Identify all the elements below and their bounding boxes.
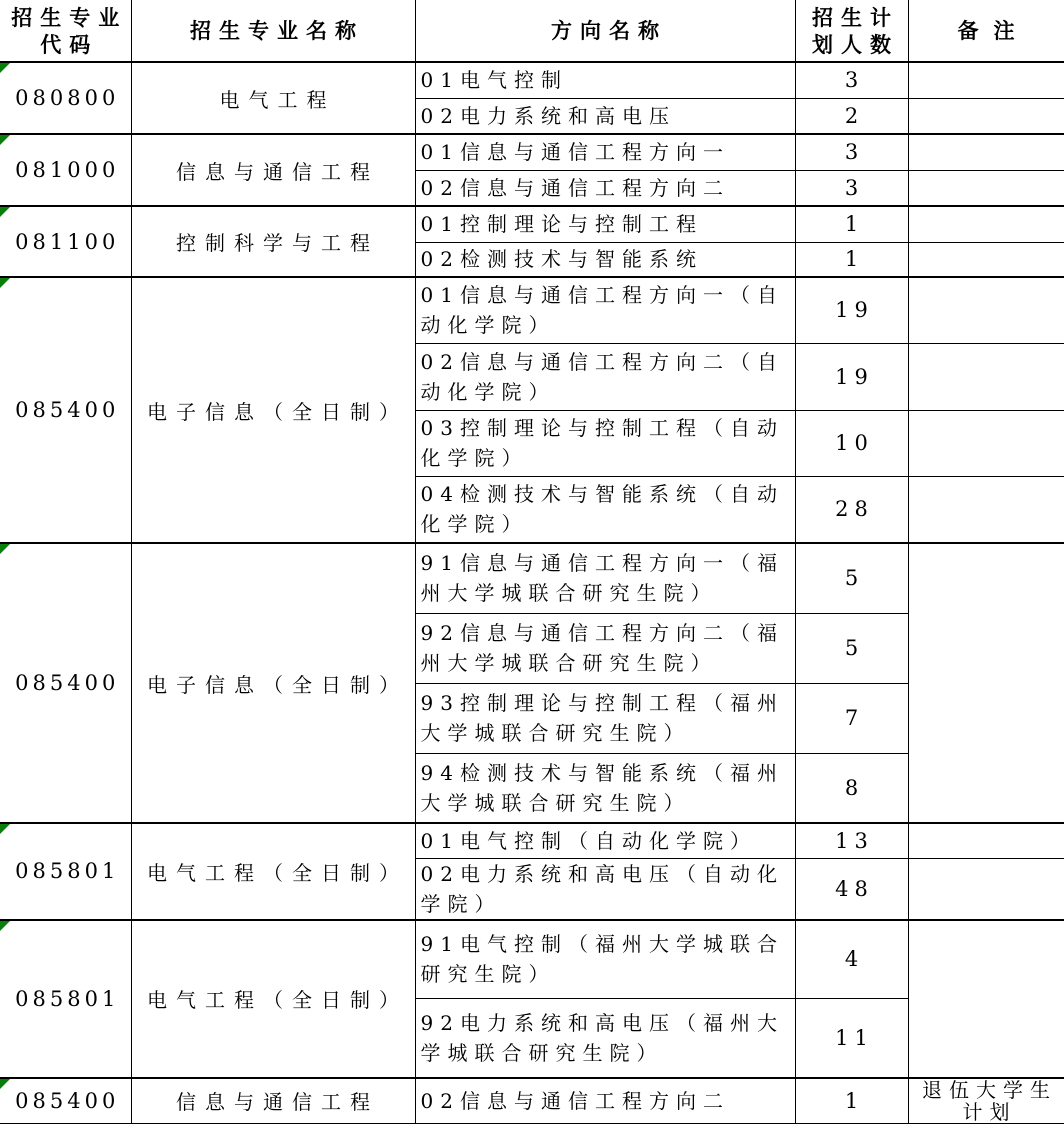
column-header-major-name: 招生专业名称	[131, 0, 415, 62]
column-header-code: 招生专业代码	[0, 0, 131, 62]
direction-cell: 02电力系统和高电压	[415, 98, 795, 134]
count-cell: 1	[795, 1078, 908, 1124]
count-cell: 19	[795, 343, 908, 410]
count-cell: 19	[795, 277, 908, 343]
count-cell: 5	[795, 543, 908, 613]
major-name-cell: 电气工程（全日制）	[131, 920, 415, 1078]
table-row	[0, 134, 1064, 170]
green-triangle-icon	[0, 824, 10, 834]
code-text: 085801	[15, 859, 120, 884]
table-row	[0, 62, 1064, 98]
remark-cell	[908, 343, 1064, 410]
remark-cell	[908, 134, 1064, 170]
remark-cell	[908, 170, 1064, 206]
direction-cell: 04检测技术与智能系统（自动化学院）	[415, 476, 795, 543]
code-cell	[0, 62, 131, 134]
count-cell: 5	[795, 613, 908, 683]
direction-cell: 91电气控制（福州大学城联合研究生院）	[415, 920, 795, 999]
remark-cell	[908, 858, 1064, 920]
direction-cell: 01信息与通信工程方向一	[415, 134, 795, 170]
table-row	[0, 543, 1064, 613]
remark-cell	[908, 476, 1064, 543]
count-cell: 48	[795, 858, 908, 920]
table-row	[0, 920, 1064, 999]
code-cell	[0, 277, 131, 543]
count-cell: 11	[795, 999, 908, 1078]
direction-cell: 94检测技术与智能系统（福州大学城联合研究生院）	[415, 753, 795, 823]
code-text: 085801	[15, 986, 120, 1011]
count-cell: 3	[795, 170, 908, 206]
table-row	[0, 823, 1064, 858]
direction-cell: 02信息与通信工程方向二	[415, 1078, 795, 1124]
remark-cell	[908, 242, 1064, 277]
count-cell: 1	[795, 206, 908, 242]
count-cell: 3	[795, 62, 908, 98]
direction-cell: 02检测技术与智能系统	[415, 242, 795, 277]
table-row	[0, 206, 1064, 242]
table-row	[0, 277, 1064, 343]
green-triangle-icon	[0, 544, 10, 554]
direction-cell: 01电气控制	[415, 62, 795, 98]
direction-cell: 01控制理论与控制工程	[415, 206, 795, 242]
code-cell	[0, 1078, 131, 1124]
major-name-cell: 信息与通信工程	[131, 134, 415, 206]
green-triangle-icon	[0, 921, 10, 931]
direction-cell: 92信息与通信工程方向二（福州大学城联合研究生院）	[415, 613, 795, 683]
major-name-cell: 信息与通信工程	[131, 1078, 415, 1124]
major-name-cell: 电气工程（全日制）	[131, 823, 415, 920]
code-text: 085400	[15, 398, 120, 422]
direction-cell: 02信息与通信工程方向二	[415, 170, 795, 206]
remark-cell	[908, 823, 1064, 858]
header-row	[0, 0, 1064, 62]
remark-cell	[908, 98, 1064, 134]
code-cell	[0, 543, 131, 823]
direction-cell: 03控制理论与控制工程（自动化学院）	[415, 410, 795, 476]
green-triangle-icon	[0, 135, 10, 145]
code-text: 081000	[15, 158, 120, 182]
remark-cell-merged	[908, 543, 1064, 823]
remark-cell	[908, 206, 1064, 242]
direction-cell: 93控制理论与控制工程（福州大学城联合研究生院）	[415, 683, 795, 753]
remark-cell-merged	[908, 920, 1064, 1078]
green-triangle-icon	[0, 63, 10, 73]
code-text: 081100	[15, 229, 120, 254]
count-cell: 1	[795, 242, 908, 277]
code-text: 085400	[15, 671, 120, 695]
code-cell	[0, 823, 131, 920]
major-name-cell: 电子信息（全日制）	[131, 277, 415, 543]
major-name-cell: 电子信息（全日制）	[131, 543, 415, 823]
remark-cell	[908, 410, 1064, 476]
count-cell: 4	[795, 920, 908, 999]
count-cell: 28	[795, 476, 908, 543]
major-name-cell: 控制科学与工程	[131, 206, 415, 277]
direction-cell: 02电力系统和高电压（自动化学院）	[415, 858, 795, 920]
remark-cell	[908, 277, 1064, 343]
count-cell: 7	[795, 683, 908, 753]
code-cell	[0, 134, 131, 206]
direction-cell: 01电气控制（自动化学院）	[415, 823, 795, 858]
direction-cell: 02信息与通信工程方向二（自动化学院）	[415, 343, 795, 410]
direction-cell: 01信息与通信工程方向一（自动化学院）	[415, 277, 795, 343]
column-header-remark: 备注	[908, 0, 1064, 62]
green-triangle-icon	[0, 207, 10, 217]
column-header-count: 招生计划人数	[795, 0, 908, 62]
count-cell: 10	[795, 410, 908, 476]
code-cell	[0, 206, 131, 277]
table-row	[0, 1078, 1064, 1124]
count-cell: 13	[795, 823, 908, 858]
major-name-cell: 电气工程	[131, 62, 415, 134]
green-triangle-icon	[0, 278, 10, 288]
column-header-direction: 方向名称	[415, 0, 795, 62]
remark-cell	[908, 62, 1064, 98]
green-triangle-icon	[0, 1079, 10, 1089]
code-cell	[0, 920, 131, 1078]
remark-cell: 退伍大学生计划	[908, 1078, 1064, 1124]
code-text: 085400	[15, 1088, 120, 1113]
count-cell: 3	[795, 134, 908, 170]
count-cell: 2	[795, 98, 908, 134]
code-text: 080800	[15, 86, 120, 110]
count-cell: 8	[795, 753, 908, 823]
direction-cell: 92电力系统和高电压（福州大学城联合研究生院）	[415, 999, 795, 1078]
direction-cell: 91信息与通信工程方向一（福州大学城联合研究生院）	[415, 543, 795, 613]
